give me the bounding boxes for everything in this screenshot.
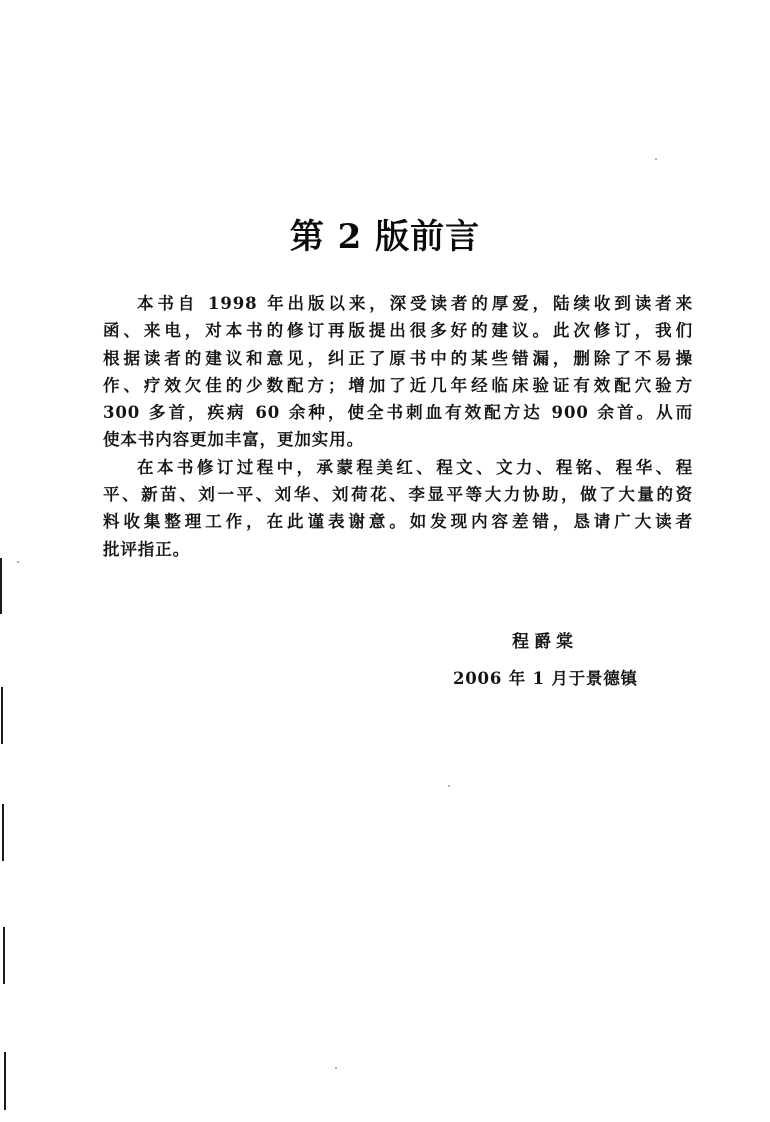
paragraph-2: [103, 454, 693, 563]
scan-speck: [17, 561, 19, 563]
text-line: 批评指正。: [103, 539, 190, 559]
scan-margin-mark: [4, 1052, 6, 1110]
preface-body: [103, 290, 693, 563]
scan-speck: [335, 1067, 337, 1069]
author-signature: 程爵棠: [512, 632, 578, 652]
scan-margin-mark: [1, 687, 3, 744]
text-line: 函、来电，对本书的修订再版提出很多好的建议。此次修订，我们: [103, 321, 693, 341]
text-line: 使本书内容更加丰富，更加实用。: [103, 430, 364, 450]
scan-margin-mark: [2, 804, 4, 861]
text-line: 根据读者的建议和意见，纠正了原书中的某些错漏，删除了不易操: [103, 348, 693, 368]
page-title: 第 2 版前言: [289, 216, 481, 257]
text-line: 在本书修订过程中，承蒙程美红、程文、文力、程铭、程华、程: [137, 457, 693, 477]
text-line: 作、疗效欠佳的少数配方；增加了近几年经临床验证有效配穴验方: [103, 375, 693, 395]
paragraph-1: [103, 290, 693, 454]
text-line: 本书自 1998 年出版以来，深受读者的厚爱，陆续收到读者来: [137, 294, 693, 313]
scan-speck: [448, 785, 450, 787]
text-line: 300 多首，疾病 60 余种，使全书刺血有效配方达 900 余首。从而: [103, 403, 693, 423]
scan-margin-mark: [3, 927, 5, 984]
text-line: 料收集整理工作，在此谨表谢意。如发现内容差错，恳请广大读者: [103, 512, 693, 532]
text-line: 平、新苗、刘一平、刘华、刘荷花、李显平等大力协助，做了大量的资: [103, 485, 693, 505]
scan-margin-mark: [0, 558, 2, 614]
signature-date-place: 2006 年 1 月于景德镇: [453, 669, 638, 688]
scan-speck: [655, 158, 657, 160]
